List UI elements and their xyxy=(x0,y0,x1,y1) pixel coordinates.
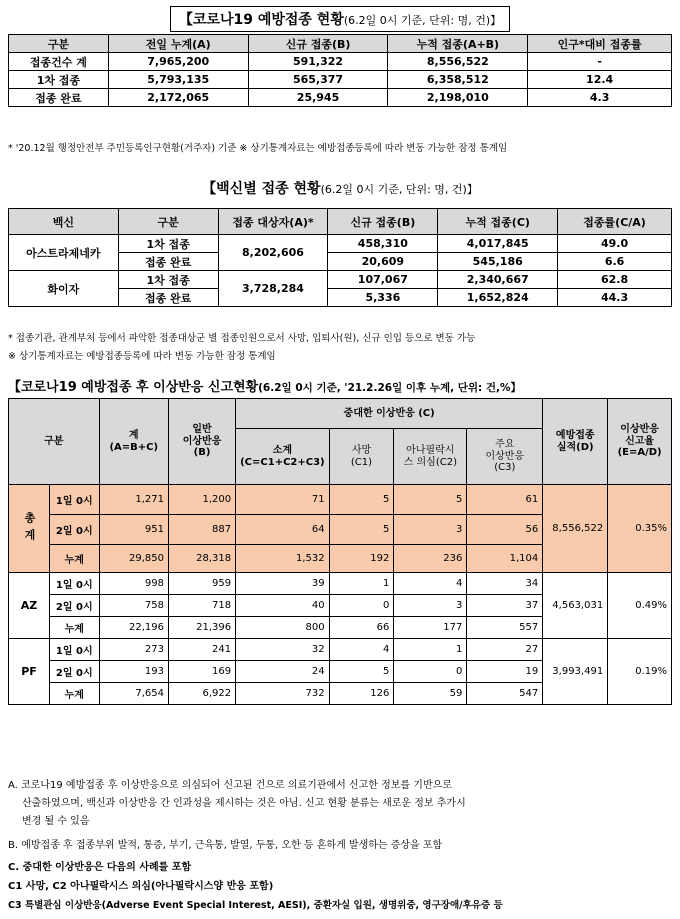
adverse-reaction-table: 구분 계 (A=B+C) 일반 이상반응 (B) 중대한 이상반응 (C) 예방접종 실적(D) 이상반응 신고율 (E=A/D) 소계 (C=C1+C2+C3) 사망 (C1) 아나필락시 스 의심(C2) 주요 이상반응 (C3) 총계 1일 0시 1,271 1,200 71 5 5 61 8,556,522 0.35% 2일 0시 951 887 64 5 3 56 누계 29,850 28,318 1,532 192 236 1,104 AZ 1일 0시 998 959 39 1 4 34 4,563,031 0.49% 2일 0시 758 718 40 0 3 37 누계 22,196 21,396 800 66 177 557 PF 1일 0시 273 241 32 4 1 27 3,993,491 0.19% 2일 0시 193 169 24 5 0 19 누계 7,654 6,922 732 126 59 547 xyxy=(8,398,672,705)
table1-title: 【코로나19 예방접종 현황(6.2일 0시 기준, 단위: 명, 건)】 xyxy=(0,6,680,32)
table-row: 2일 0시 758 718 40 0 3 37 xyxy=(9,595,672,617)
table-row: 접종 완료 5,336 1,652,824 44.3 xyxy=(9,289,672,307)
footnote-c: C. 중대한 이상반응은 다음의 사례를 포함 xyxy=(8,862,192,873)
table2-note2: ※ 상기통계자료는 예방접종등록에 따라 변동 가능한 잠정 통계임 xyxy=(8,351,276,362)
table-header-row: 구분 전일 누계(A) 신규 접종(B) 누적 접종(A+B) 인구*대비 접종률 xyxy=(9,35,672,53)
table-row: AZ 1일 0시 998 959 39 1 4 34 4,563,031 0.49% xyxy=(9,573,672,595)
table-row: 2일 0시 193 169 24 5 0 19 xyxy=(9,661,672,683)
table-row: 화이자 1차 접종 3,728,284 107,067 2,340,667 62.8 xyxy=(9,271,672,289)
table-row: 누계 29,850 28,318 1,532 192 236 1,104 xyxy=(9,545,672,573)
table-header-row: 백신 구분 접종 대상자(A)* 신규 접종(B) 누적 접종(C) 접종률(C/A) xyxy=(9,209,672,235)
table-row: 1차 접종 5,793,135 565,377 6,358,512 12.4 xyxy=(9,71,672,89)
vaccine-name: 화이자 xyxy=(9,271,119,307)
table-row: 2일 0시 951 887 64 5 3 56 xyxy=(9,515,672,545)
table-row: 누계 7,654 6,922 732 126 59 547 xyxy=(9,683,672,705)
footnote-a3: 변경 될 수 있음 xyxy=(22,816,90,827)
table-row: 접종 완료 20,609 545,186 6.6 xyxy=(9,253,672,271)
vaccination-status-table xyxy=(8,34,672,107)
table3-title: 【코로나19 예방접종 후 이상반응 신고현황(6.2일 0시 기준, '21.2.26일 이후 누계, 단위: 건,%】 xyxy=(8,380,522,395)
footnote-c3: C3 특별관심 이상반응(Adverse Event Special Interest, AESI), 중환자실 입원, 생명위중, 영구장애/후유증 등 xyxy=(8,900,503,911)
footnote-c12: C1 사망, C2 아나필락시스 의심(아나필락시스양 반응 포함) xyxy=(8,881,274,892)
table1-note: * '20.12월 행정안전부 주민등록인구현황(거주자) 기준 ※ 상기통계자료는 예방접종등록에 따라 변동 가능한 잠정 통계임 xyxy=(8,143,508,154)
table-row: 접종건수 계 7,965,200 591,322 8,556,522 - xyxy=(9,53,672,71)
footnote-b: B. 예방접종 후 접종부위 발적, 통증, 부기, 근육통, 발열, 두통, 오한 등 흔하게 발생하는 증상을 포함 xyxy=(8,840,443,851)
table-row: 총계 1일 0시 1,271 1,200 71 5 5 61 8,556,522 0.35% xyxy=(9,485,672,515)
table2-note1: * 접종기관, 관계부처 등에서 파악한 접종대상군 별 접종인원으로서 사망, 입퇴사(원), 신규 인입 등으로 변동 가능 xyxy=(8,333,476,344)
footnote-a1: A. 코로나19 예방접종 후 이상반응으로 의심되어 신고된 건으로 의료기관에서 신고한 정보를 기반으로 xyxy=(8,780,452,791)
footnote-a2: 산출하였으며, 백신과 이상반응 간 인과성을 제시하는 것은 아님. 신고 현황 분류는 새로운 정보 추가시 xyxy=(22,798,466,809)
vaccine-type-table xyxy=(8,208,672,307)
table-row: PF 1일 0시 273 241 32 4 1 27 3,993,491 0.19% xyxy=(9,639,672,661)
table-row: 접종 완료 2,172,065 25,945 2,198,010 4.3 xyxy=(9,89,672,107)
table-row: 누계 22,196 21,396 800 66 177 557 xyxy=(9,617,672,639)
vaccine-name: 아스트라제네카 xyxy=(9,235,119,271)
table2-title: 【백신별 접종 현황(6.2일 0시 기준, 단위: 명, 건)】 xyxy=(202,181,478,197)
table-row: 아스트라제네카 1차 접종 8,202,606 458,310 4,017,845 49.0 xyxy=(9,235,672,253)
